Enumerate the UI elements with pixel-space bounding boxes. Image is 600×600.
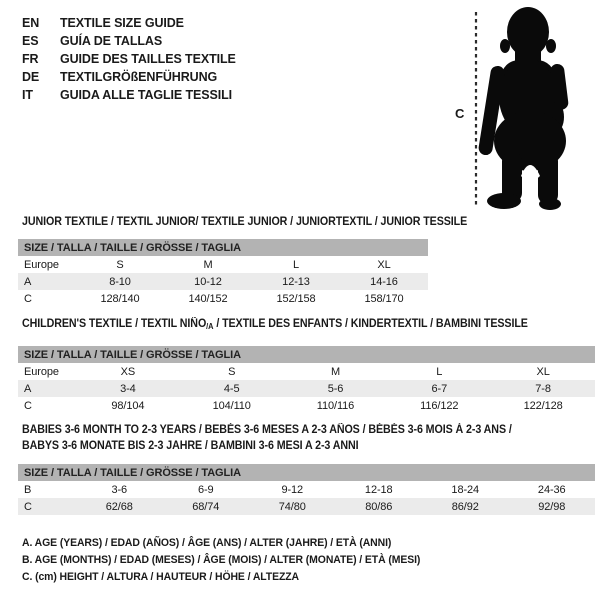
table-cell: 140/152 xyxy=(188,292,228,305)
table-cell: 110/116 xyxy=(316,399,355,412)
table-row xyxy=(18,397,595,414)
table-cell: 62/68 xyxy=(105,500,133,513)
language-header-block xyxy=(22,14,236,104)
language-code: EN xyxy=(22,16,40,30)
height-measure-label: C xyxy=(455,106,465,121)
toddler-silhouette-icon xyxy=(468,4,592,210)
table-cell: 122/128 xyxy=(523,399,563,412)
language-title: TEXTILGRÖßENFÜHRUNG xyxy=(60,70,218,84)
table-cell: 10-12 xyxy=(194,275,222,288)
table-cell: 98/104 xyxy=(111,399,145,412)
row-label: C xyxy=(24,399,32,412)
table-cell: 18-24 xyxy=(451,483,480,496)
row-label: B xyxy=(24,483,32,496)
table-cell: S xyxy=(228,365,236,378)
table-cell: 104/110 xyxy=(212,399,251,412)
junior-section-title: JUNIOR TEXTILE / TEXTIL JUNIOR/ TEXTILE JUNIOR / JUNIORTEXTIL / JUNIOR TESSILE xyxy=(22,216,468,228)
size-table-header: SIZE / TALLA / TAILLE / GRÖSSE / TAGLIA xyxy=(18,464,595,481)
language-title: GUIDA ALLE TAGLIE TESSILI xyxy=(60,88,233,102)
junior-size-table xyxy=(18,239,428,307)
row-label: A xyxy=(24,275,32,288)
footnote-b: B. AGE (MONTHS) / EDAD (MESES) / ÂGE (MOIS) / ALTER (MONATE) / ETÀ (MESI) xyxy=(22,554,421,566)
language-title: TEXTILE SIZE GUIDE xyxy=(60,16,184,30)
table-cell: 12-13 xyxy=(282,275,310,288)
table-row xyxy=(18,380,595,397)
table-cell: 14-16 xyxy=(370,275,398,288)
row-label: C xyxy=(24,292,32,305)
language-row-de xyxy=(22,68,236,86)
table-cell: 68/74 xyxy=(192,500,220,513)
table-cell: 116/122 xyxy=(420,399,459,412)
table-cell: L xyxy=(436,365,443,378)
children-title-pre: CHILDREN'S TEXTILE / TEXTIL NIÑO xyxy=(22,318,207,330)
language-code: DE xyxy=(22,70,40,84)
table-cell: 5-6 xyxy=(327,382,344,395)
table-cell: 24-36 xyxy=(537,483,566,496)
table-cell: M xyxy=(203,258,213,271)
table-row xyxy=(18,273,428,290)
table-row xyxy=(18,290,428,307)
table-cell: 8-10 xyxy=(109,275,131,288)
language-code: IT xyxy=(22,88,33,102)
language-code: FR xyxy=(22,52,39,66)
table-cell: 80/86 xyxy=(365,500,393,513)
size-table-header: SIZE / TALLA / TAILLE / GRÖSSE / TAGLIA xyxy=(18,239,428,256)
table-cell: L xyxy=(292,258,300,271)
table-cell: 7-8 xyxy=(535,382,551,395)
table-row xyxy=(18,256,428,273)
row-label: Europe xyxy=(24,365,59,378)
table-cell: XL xyxy=(536,365,550,378)
language-title: GUIDE DES TAILLES TEXTILE xyxy=(60,52,236,66)
footnote-a: A. AGE (YEARS) / EDAD (AÑOS) / ÂGE (ANS) / ALTER (JAHRE) / ETÀ (ANNI) xyxy=(22,537,392,549)
table-cell: 12-18 xyxy=(364,483,393,496)
babies-section-title-line2: BABYS 3-6 MONATE BIS 2-3 JAHRE / BAMBINI 3-6 MESI A 2-3 ANNI xyxy=(22,440,359,452)
table-cell: 158/170 xyxy=(364,292,404,305)
row-label: Europe xyxy=(24,258,59,271)
children-section-title xyxy=(22,318,528,331)
babies-section-title-line1: BABIES 3-6 MONTH TO 2-3 YEARS / BEBÉS 3-6 MESES A 2-3 AÑOS / BÉBÉS 3-6 MOIS À 2-3 ANS / xyxy=(22,424,512,436)
language-row-fr xyxy=(22,50,236,68)
size-table-header: SIZE / TALLA / TAILLE / GRÖSSE / TAGLIA xyxy=(18,346,595,363)
table-cell: 4-5 xyxy=(223,382,240,395)
table-cell: 86/92 xyxy=(451,500,479,513)
table-cell: 6-9 xyxy=(197,483,214,496)
table-cell: 152/158 xyxy=(276,292,316,305)
footnotes-block xyxy=(22,537,441,588)
toddler-body xyxy=(478,7,569,210)
language-row-it xyxy=(22,86,236,104)
footnote-c: C. (cm) HEIGHT / ALTURA / HAUTEUR / HÖHE / ALTEZZA xyxy=(22,571,300,583)
babies-size-table xyxy=(18,464,595,515)
language-row-en xyxy=(22,14,236,32)
table-cell: M xyxy=(330,365,341,378)
table-cell: XS xyxy=(120,365,136,378)
row-label: A xyxy=(24,382,32,395)
table-cell: 128/140 xyxy=(100,292,140,305)
table-row xyxy=(18,363,595,380)
children-title-post: / TEXTILE DES ENFANTS / KINDERTEXTIL / BAMBINI TESSILE xyxy=(213,318,528,330)
table-cell: S xyxy=(116,258,124,271)
table-cell: 9-12 xyxy=(281,483,304,496)
table-cell: 3-6 xyxy=(111,483,128,496)
children-size-table xyxy=(18,346,595,414)
language-code: ES xyxy=(22,34,39,48)
table-row xyxy=(18,498,595,515)
table-cell: 92/98 xyxy=(538,500,566,513)
children-title-subscript: /A xyxy=(206,322,214,331)
row-label: C xyxy=(24,500,32,513)
language-title: GUÍA DE TALLAS xyxy=(60,34,163,48)
table-cell: 74/80 xyxy=(278,500,306,513)
table-cell: 3-4 xyxy=(120,382,136,395)
table-cell: 6-7 xyxy=(431,382,448,395)
language-row-es xyxy=(22,32,236,50)
table-row xyxy=(18,481,595,498)
table-cell: XL xyxy=(377,258,391,271)
